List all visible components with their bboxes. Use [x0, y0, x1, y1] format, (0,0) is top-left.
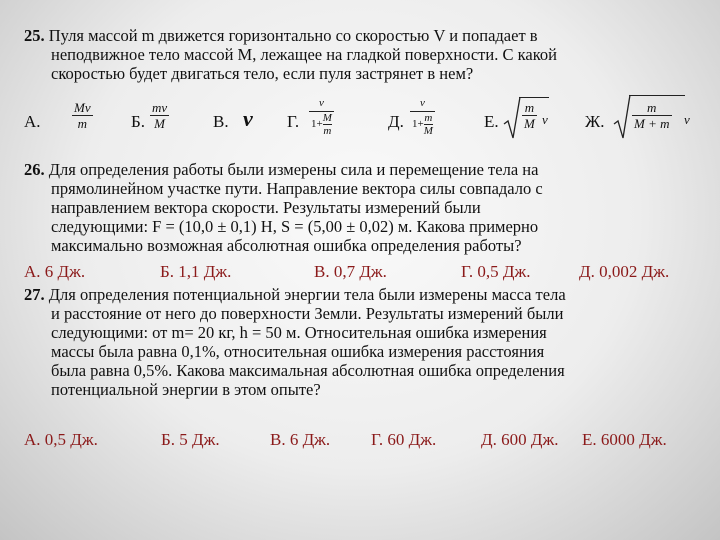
option-b-numerator: mv — [152, 100, 168, 115]
question-27-line-3: следующими: от m= 20 кг, h = 50 м. Относительная ошибка измерения — [51, 323, 547, 342]
question-26-text-1: Для определения работы были измерены сила и перемещение тела на — [48, 160, 539, 179]
option-g-sqrt-icon — [612, 94, 632, 140]
option-g-label: Ж. — [585, 112, 605, 131]
question-27-line-1 — [24, 285, 696, 304]
option-f-tail: v — [542, 112, 548, 127]
question-27-line-6: потенциальной энергии в этом опыте? — [51, 380, 321, 399]
question-27-line-5: была равна 0,5%. Какова максимальная абсолютная ошибка определения — [51, 361, 565, 380]
question-27-text-1: Для определения потенциальной энергии тела были измерены масса тела — [48, 285, 566, 304]
option-d-inner-denominator: m — [323, 125, 332, 137]
q26-answer-b: Б. 1,1 Дж. — [160, 262, 232, 281]
question-25-text-1: Пуля массой m движется горизонтально со скоростью V и попадает в — [48, 26, 538, 45]
option-e-den-lead: 1+ — [412, 118, 424, 130]
question-25-number: 25. — [24, 26, 45, 45]
question-27-number: 27. — [24, 285, 45, 304]
option-d-denominator — [309, 112, 334, 137]
question-25-line-1 — [24, 26, 696, 45]
q27-answer-a: А. 0,5 Дж. — [24, 430, 98, 449]
option-d-inner-numerator: M — [322, 112, 332, 124]
option-e-denominator — [410, 112, 435, 137]
question-27 — [24, 285, 696, 399]
q27-answer-f: Е. 6000 Дж. — [582, 430, 667, 449]
question-25-options — [0, 97, 720, 140]
option-a-denominator: m — [77, 116, 87, 131]
option-c-label: В. — [213, 112, 229, 131]
option-e-inner-fraction — [424, 112, 433, 137]
q27-answer-c: В. 6 Дж. — [270, 430, 331, 449]
question-25 — [24, 26, 696, 83]
option-e-inner-denominator: M — [423, 125, 433, 137]
option-c-value: v — [243, 106, 253, 131]
question-26-line-3: направлением вектора скорости. Результаты измерений были — [51, 198, 481, 217]
question-26 — [24, 160, 696, 255]
option-f-numerator: m — [524, 100, 535, 115]
option-e-label: Д. — [388, 112, 404, 131]
q26-answer-c: В. 0,7 Дж. — [314, 262, 387, 281]
option-b-label: Б. — [131, 112, 146, 131]
q26-answer-d: Г. 0,5 Дж. — [461, 262, 531, 281]
q26-answer-a: А. 6 Дж. — [24, 262, 86, 281]
question-27-line-2: и расстояние от него до поверхности Земли. Результаты измерений были — [51, 304, 564, 323]
question-27-line-4: массы была равна 0,1%, относительная ошибка измерения расстояния — [51, 342, 545, 361]
option-b-denominator: M — [154, 116, 165, 131]
question-26-line-4: следующими: F = (10,0 ± 0,1) Н, S = (5,00 ± 0,02) м. Какова примерно — [51, 217, 539, 236]
option-e-fraction — [410, 96, 435, 137]
q27-answer-d: Г. 60 Дж. — [371, 430, 437, 449]
option-d-numerator: v — [319, 97, 324, 109]
option-d-label: Г. — [287, 112, 300, 131]
option-e-numerator: v — [420, 97, 425, 109]
question-26-line-1 — [24, 160, 696, 179]
question-25-line-3: скоростью будет двигаться тело, если пуля застрянет в нем? — [51, 64, 474, 83]
q27-answer-b: Б. 5 Дж. — [161, 430, 220, 449]
option-g-denominator: M + m — [634, 116, 670, 131]
option-f-denominator: M — [524, 116, 535, 131]
option-a-numerator: Mv — [74, 100, 91, 115]
option-d-den-lead: 1+ — [311, 118, 323, 130]
option-f-sqrt-bar — [519, 97, 549, 98]
option-f-sqrt-icon — [502, 96, 522, 140]
question-26-number: 26. — [24, 160, 45, 179]
option-a-fraction — [72, 100, 93, 131]
option-b-fraction — [150, 100, 169, 131]
option-d-fraction — [309, 96, 334, 137]
q26-answer-e: Д. 0,002 Дж. — [579, 262, 670, 281]
option-g-fraction — [632, 100, 672, 131]
option-g-sqrt-bar — [629, 95, 685, 96]
option-g-tail: v — [684, 112, 690, 127]
option-f-fraction — [522, 100, 537, 131]
option-f-label: Е. — [484, 112, 499, 131]
question-26-line-2: прямолинейном участке пути. Направление вектора силы совпадало с — [51, 179, 543, 198]
option-e-inner-numerator: m — [424, 112, 433, 124]
option-d-inner-fraction — [323, 112, 332, 137]
q27-answer-e: Д. 600 Дж. — [481, 430, 559, 449]
question-25-line-2: неподвижное тело массой M, лежащее на гладкой поверхности. С какой — [51, 45, 557, 64]
option-g-numerator: m — [647, 100, 657, 115]
option-a-label: А. — [24, 112, 41, 131]
question-26-line-5: максимально возможная абсолютная ошибка определения работы? — [51, 236, 522, 255]
